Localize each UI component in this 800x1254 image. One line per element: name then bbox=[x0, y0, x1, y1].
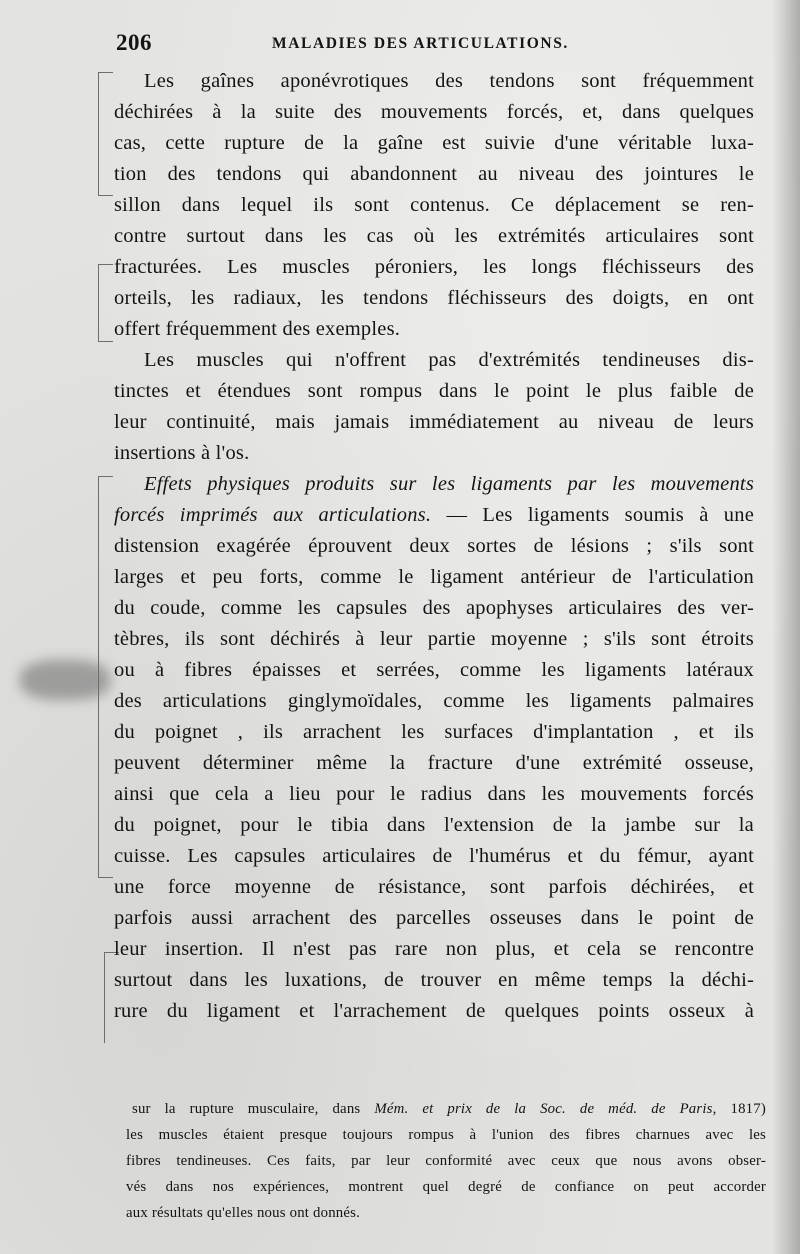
text-line: tinctes et étendues sont rompus dans le point le plus faible de bbox=[114, 380, 754, 402]
text-line: du coude, comme les capsules des apophyses articulaires des ver- bbox=[114, 597, 754, 619]
text-line: ainsi que cela a lieu pour le radius dans les mouvements forcés bbox=[114, 783, 754, 805]
text-line: leur insertion. Il n'est pas rare non plus, et cela se rencontre bbox=[114, 938, 754, 960]
text-line: surtout dans les luxations, de trouver en même temps la déchi- bbox=[114, 969, 754, 991]
text-line: du poignet, pour le tibia dans l'extension de la jambe sur la bbox=[114, 814, 754, 836]
text-line: déchirées à la suite des mouvements forcés, et, dans quelques bbox=[114, 101, 754, 123]
section-heading-continued: forcés imprimés aux articulations. bbox=[114, 504, 432, 526]
footnote-line: fibres tendineuses. Ces faits, par leur conformité avec ceux que nous avons obser- bbox=[126, 1153, 766, 1169]
page-header bbox=[116, 30, 756, 64]
text-line: tèbres, ils sont déchirés à leur partie moyenne ; s'ils sont étroits bbox=[114, 628, 754, 650]
text-line: une force moyenne de résistance, sont parfois déchirées, et bbox=[114, 876, 754, 898]
text-line: des articulations ginglymoïdales, comme les ligaments palmaires bbox=[114, 690, 754, 712]
page-edge-shadow bbox=[772, 0, 800, 1254]
text-line bbox=[114, 500, 754, 531]
text-line: cuisse. Les capsules articulaires de l'humérus et du fémur, ayant bbox=[114, 845, 754, 867]
footnote-line bbox=[126, 1096, 766, 1122]
text-line: leur continuité, mais jamais immédiatement au niveau de leurs bbox=[114, 411, 754, 433]
paragraph-3 bbox=[114, 469, 754, 1027]
text-line: insertions à l'os. bbox=[114, 442, 250, 464]
text-line: orteils, les radiaux, les tendons fléchisseurs des doigts, en ont bbox=[114, 287, 754, 309]
footnote-line: vés dans nos expériences, montrent quel degré de confiance on peut accorder bbox=[126, 1179, 766, 1195]
paragraph-1 bbox=[114, 66, 754, 345]
text-line: distension exagérée éprouvent deux sortes de lésions ; s'ils sont bbox=[114, 535, 754, 557]
text-line: parfois aussi arrachent des parcelles osseuses dans le point de bbox=[114, 907, 754, 929]
citation: Mém. et prix de la Soc. de méd. de Paris, bbox=[374, 1101, 717, 1117]
text-line: fracturées. Les muscles péroniers, les longs fléchisseurs des bbox=[114, 256, 754, 278]
margin-bracket bbox=[98, 72, 113, 196]
footnote bbox=[126, 1096, 766, 1226]
body-text bbox=[114, 66, 754, 1027]
text-line: du poignet , ils arrachent les surfaces d'implantation , et ils bbox=[114, 721, 754, 743]
text-run: — Les ligaments soumis à une bbox=[431, 504, 754, 526]
text-run: sur la rupture musculaire, dans bbox=[132, 1101, 375, 1117]
text-line: peuvent déterminer même la fracture d'une extrémité osseuse, bbox=[114, 752, 754, 774]
text-line: offert fréquemment des exemples. bbox=[114, 318, 401, 340]
margin-bracket bbox=[98, 264, 113, 342]
text-run: 1817) bbox=[716, 1101, 767, 1117]
footnote-line: les muscles étaient presque toujours rompus à l'union des fibres charnues avec les bbox=[126, 1127, 766, 1143]
text-line: rure du ligament et l'arrachement de quelques points osseux à bbox=[114, 1000, 754, 1022]
text-line: sillon dans lequel ils sont contenus. Ce déplacement se ren- bbox=[114, 194, 754, 216]
running-head: MALADIES DES ARTICULATIONS. bbox=[272, 35, 569, 52]
footnote-line: aux résultats qu'elles nous ont donnés. bbox=[126, 1205, 361, 1221]
text-line: Les muscles qui n'offrent pas d'extrémités tendineuses dis- bbox=[144, 349, 754, 371]
ink-smudge bbox=[20, 660, 110, 700]
text-line: ou à fibres épaisses et serrées, comme les ligaments latéraux bbox=[114, 659, 754, 681]
margin-bracket bbox=[98, 476, 113, 878]
page-number: 206 bbox=[116, 30, 152, 55]
text-line: tion des tendons qui abandonnent au niveau des jointures le bbox=[114, 163, 754, 185]
text-line: contre surtout dans les cas où les extrémités articulaires sont bbox=[114, 225, 754, 247]
paragraph-2 bbox=[114, 345, 754, 469]
text-line: larges et peu forts, comme le ligament antérieur de l'articulation bbox=[114, 566, 754, 588]
text-line: Les gaînes aponévrotiques des tendons sont fréquemment bbox=[144, 70, 754, 92]
text-line: cas, cette rupture de la gaîne est suivie d'une véritable luxa- bbox=[114, 132, 754, 154]
section-heading: Effets physiques produits sur les ligaments par les mouvements bbox=[144, 473, 754, 495]
